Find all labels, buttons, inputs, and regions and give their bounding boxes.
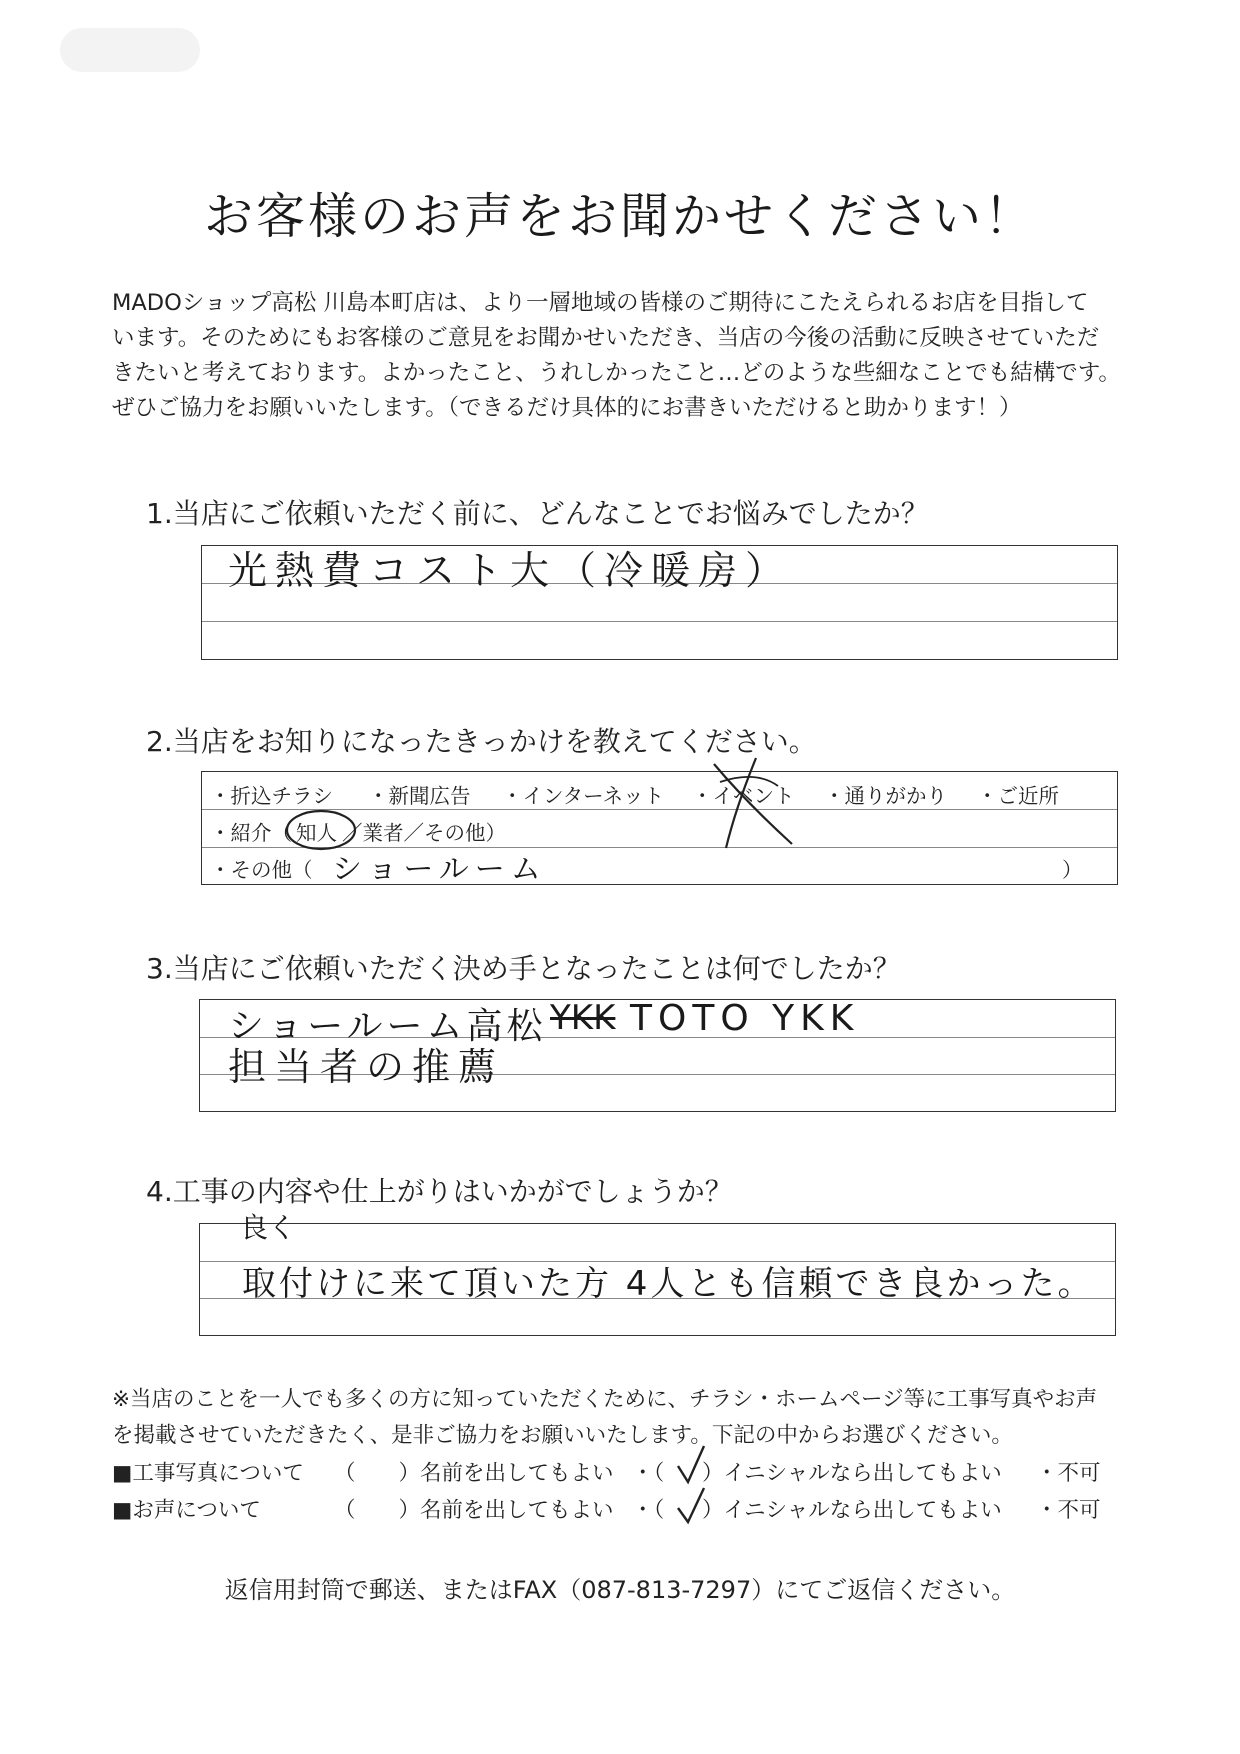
answer-3-line1-a: ショールーム高松 bbox=[228, 1006, 547, 1047]
consent-voice-label: ■お声について bbox=[112, 1498, 261, 1523]
option-neighborhood: ・ご近所 bbox=[977, 784, 1059, 808]
consent-photos-name-option: （ ）名前を出してもよい bbox=[334, 1461, 614, 1486]
event-cross-mark bbox=[706, 752, 806, 852]
consent-voice-initials-option: ）イニシャルなら出してもよい bbox=[702, 1498, 1002, 1523]
answer-4-handwriting: 取付けに来て頂いた方 4人とも信頼でき良かった。 bbox=[242, 1264, 1095, 1304]
consent-photos-no-option: ・不可 bbox=[1036, 1461, 1101, 1486]
answer-box-1 bbox=[201, 545, 1118, 660]
consent-photos-initials-option: ）イニシャルなら出してもよい bbox=[702, 1461, 1002, 1486]
consent-voice-no-option: ・不可 bbox=[1036, 1498, 1101, 1523]
intro-line-1: MADOショップ高松 川島本町店は、より一層地域の皆様のご期待にこたえられるお店を目指して bbox=[112, 290, 1089, 316]
answer-3-line2: 担当者の推薦 bbox=[228, 1045, 505, 1089]
question-4: 4.工事の内容や仕上がりはいかがでしょうか？ bbox=[146, 1175, 733, 1208]
option-flyer: ・折込チラシ bbox=[210, 784, 333, 808]
answer-1-handwriting: 光熱費コスト大（冷暖房） bbox=[228, 549, 793, 594]
footer-instructions: 返信用封筒で郵送、またはFAX（087-813-7297）にてご返信ください。 bbox=[224, 1576, 1016, 1604]
option-passing-by: ・通りがかり bbox=[824, 784, 947, 808]
answer-box-3 bbox=[199, 999, 1116, 1112]
scan-smudge bbox=[60, 28, 200, 72]
option-event: ・イベント bbox=[692, 784, 795, 808]
option-internet: ・インターネット bbox=[502, 784, 665, 808]
intro-line-2: います。そのためにもお客様のご意見をお聞かせいただき、当店の今後の活動に反映させていただ bbox=[112, 325, 1100, 351]
acquaintance-circle-mark bbox=[283, 806, 363, 854]
option-referral-label: ・紹介（ bbox=[210, 821, 292, 845]
consent-voice-initials-open: ・（ bbox=[632, 1498, 665, 1523]
intro-line-4: ぜひご協力をお願いいたします。（できるだけ具体的にお書きいただけると助かります！） bbox=[112, 395, 1022, 421]
intro-line-3: きたいと考えております。よかったこと、うれしかったこと…どのような些細なことでも結構です。 bbox=[112, 360, 1121, 386]
option-referral-rest: ／業者／その他） bbox=[342, 821, 506, 845]
answer-box-4 bbox=[199, 1211, 1116, 1336]
option-other-label: ・その他（ bbox=[210, 858, 313, 882]
consent-voice-name-option: （ ）名前を出してもよい bbox=[334, 1498, 614, 1523]
note-line-2: を掲載させていただきたく、是非ご協力をお願いいたします。下記の中からお選びください。 bbox=[112, 1423, 1013, 1448]
question-3: 3.当店にご依頼いただく決め手となったことは何でしたか？ bbox=[146, 952, 901, 985]
answer-3-line1-b: TOTO YKK bbox=[630, 998, 860, 1039]
checkmark-icon bbox=[672, 1442, 712, 1490]
option-other-handwriting: ショールーム bbox=[332, 852, 547, 887]
consent-photos-label: ■工事写真について bbox=[112, 1461, 304, 1486]
page-title: お客様のお声をお聞かせください！ bbox=[203, 188, 1036, 245]
note-line-1: ※当店のことを一人でも多くの方に知っていただくために、チラシ・ホームページ等に工事写真やお声 bbox=[112, 1387, 1098, 1412]
consent-photos-initials-open: ・（ bbox=[632, 1461, 665, 1486]
question-1: 1.当店にご依頼いただく前に、どんなことでお悩みでしたか？ bbox=[146, 497, 929, 530]
option-newspaper: ・新聞広告 bbox=[368, 784, 471, 808]
answer-3-struck-text: YKK bbox=[550, 998, 616, 1038]
checkmark-icon bbox=[672, 1484, 712, 1532]
answer-4-small-note: 良く bbox=[240, 1211, 297, 1244]
option-other-close: ） bbox=[1062, 858, 1083, 882]
option-referral-acquaintance: 知人 bbox=[296, 821, 337, 845]
question-2: 2.当店をお知りになったきっかけを教えてください。 bbox=[146, 725, 817, 758]
